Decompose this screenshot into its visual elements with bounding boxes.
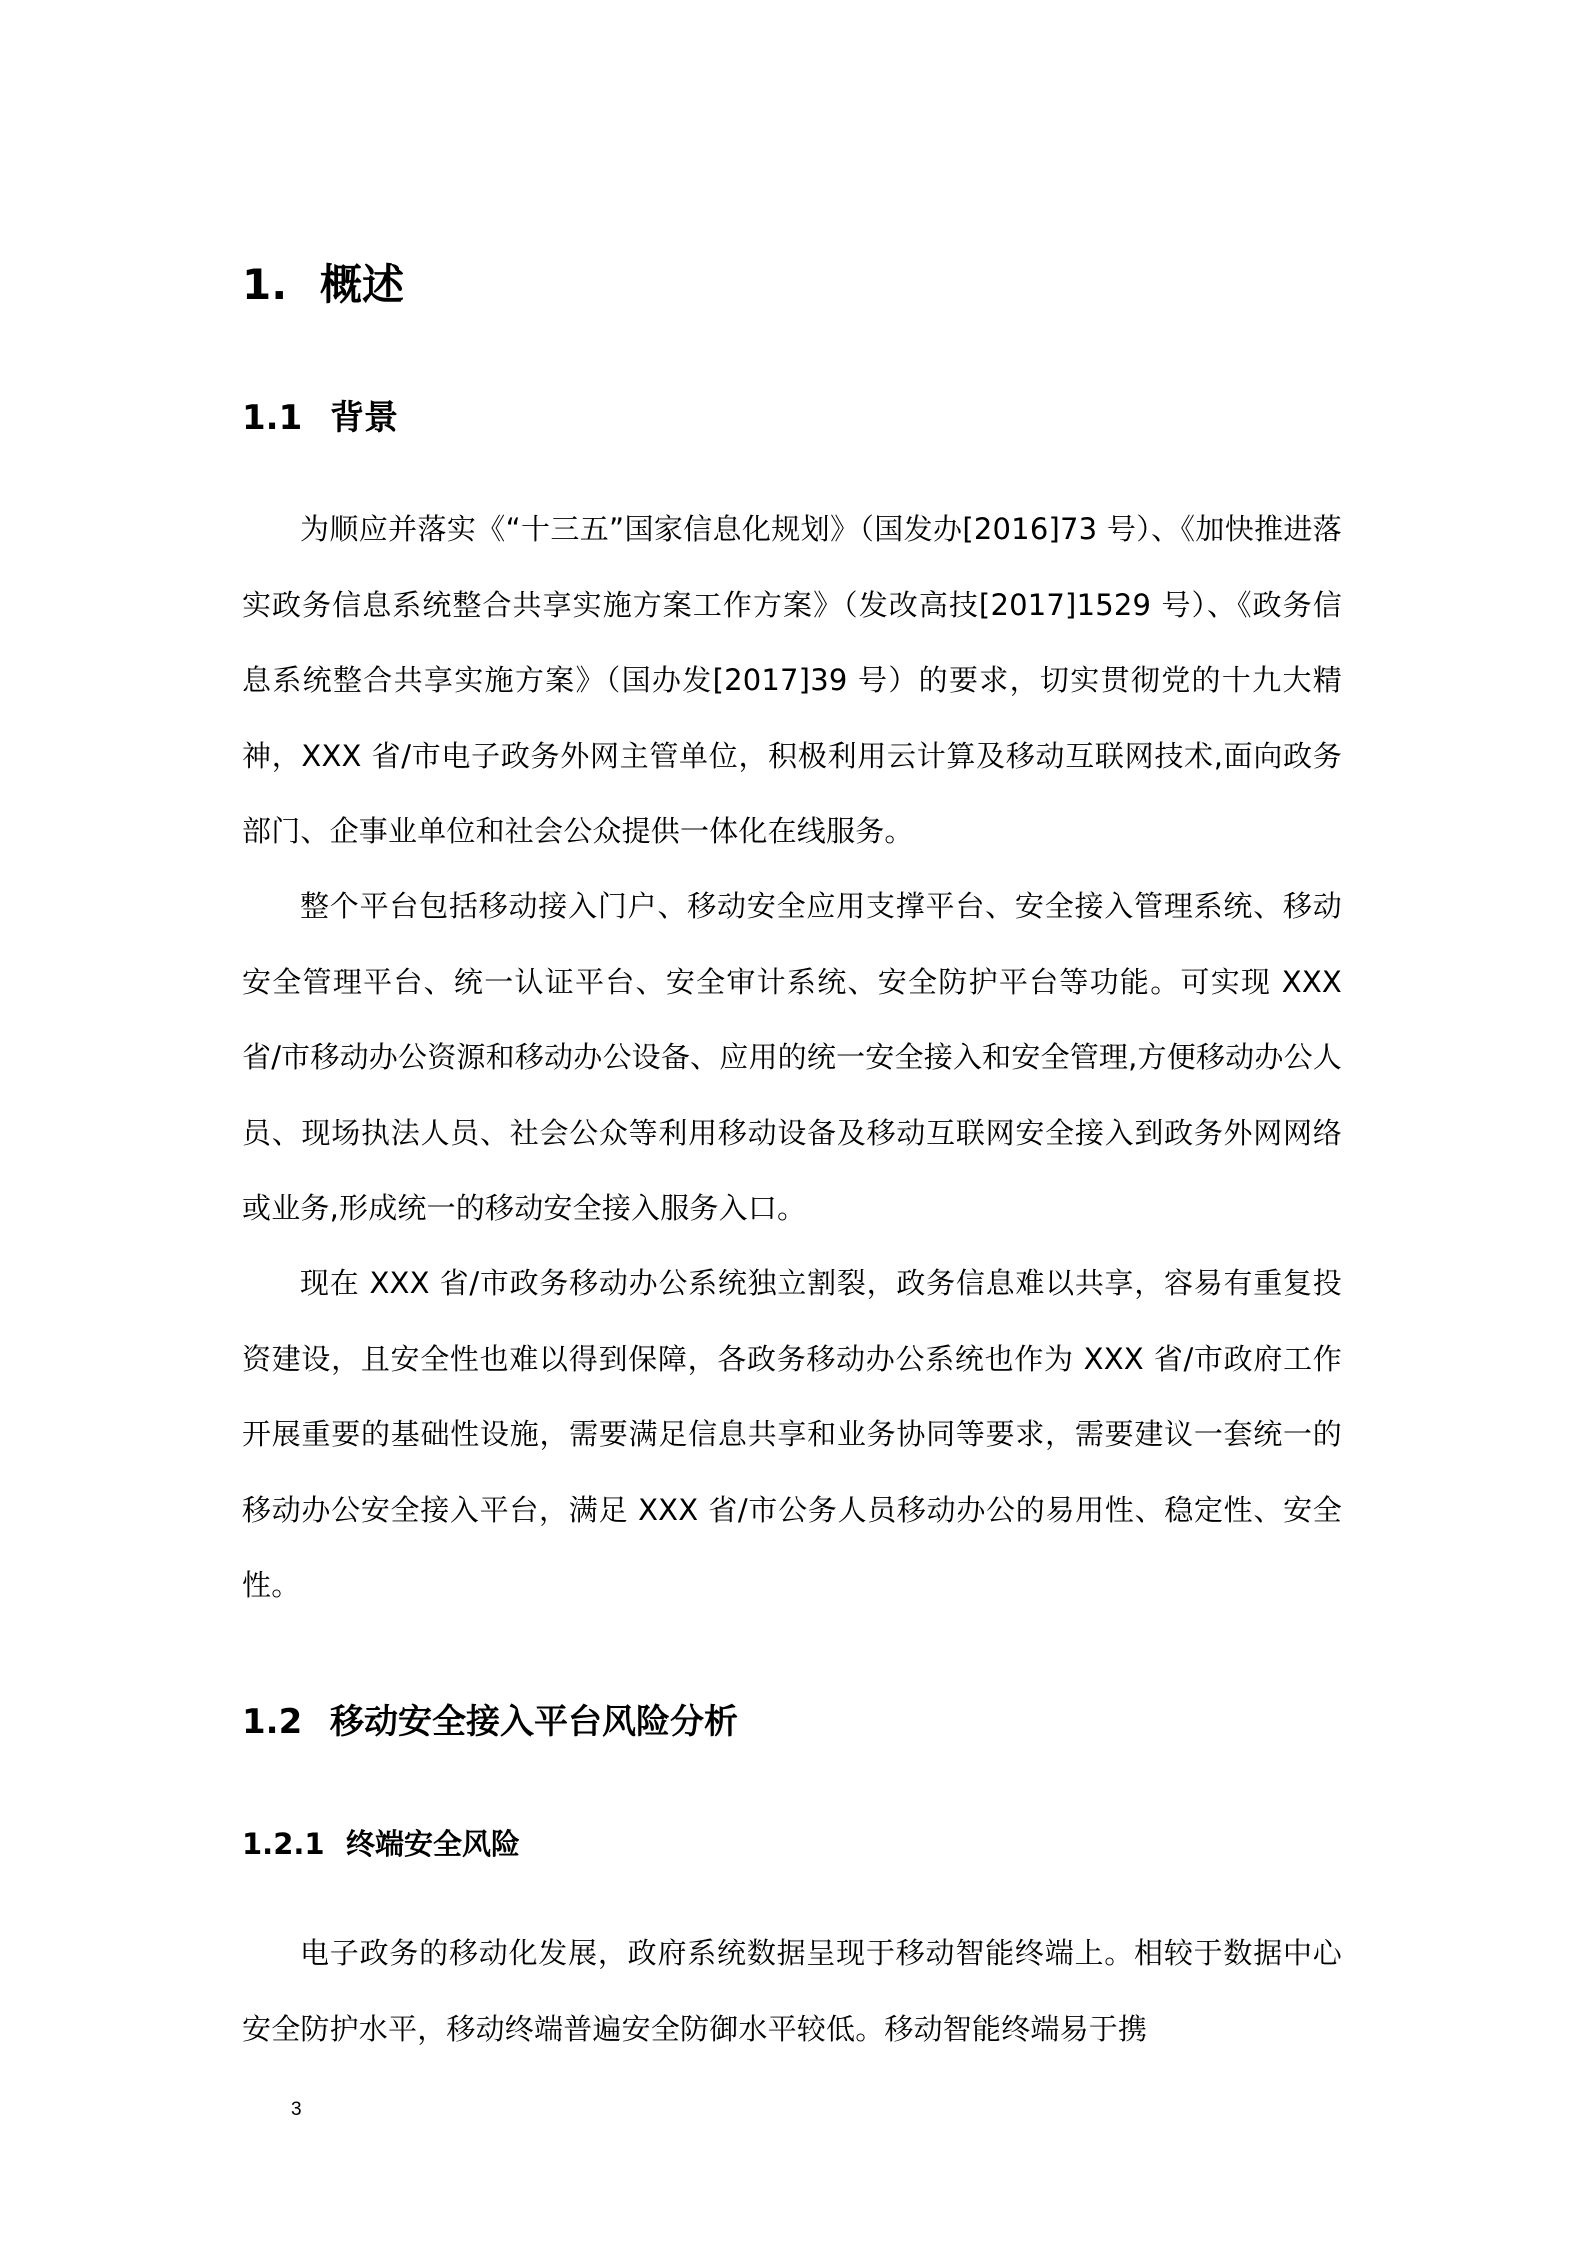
page-number: 3 <box>291 2099 302 2120</box>
heading-number: 1.1 <box>242 398 303 438</box>
heading-section-1-1 <box>242 390 398 439</box>
paragraph-background-2: 整个平台包括移动接入门户、移动安全应用支撑平台、安全接入管理系统、移动安全管理平台、统一认证平台、安全审计系统、安全防护平台等功能。可实现 XXX 省/市移动办公资源和移动办公设备、应用的统一安全接入和安全管理,方便移动办公人员、现场执法人员、社会公众等利用移动设备及移动互联网安全接入到政务外网网络或业务,形成统一的移动安全接入服务入口。 <box>242 889 1342 1225</box>
heading-title: 背景 <box>330 398 398 438</box>
heading-title: 概述 <box>320 260 405 309</box>
heading-section-1-2 <box>242 1694 738 1743</box>
heading-section-1 <box>242 252 404 312</box>
heading-title: 终端安全风险 <box>346 1827 521 1861</box>
paragraph-background-1: 为顺应并落实《“十三五”国家信息化规划》（国发办[2016]73 号）、《加快推进落实政务信息系统整合共享实施方案工作方案》（发改高技[2017]1529 号）、《政务信息系统整合共享实施方案》（国办发[2017]39 号）的要求，切实贯彻党的十九大精神，XXX 省/市电子政务外网主管单位，积极利用云计算及移动互联网技术,面向政务部门、企事业单位和社会公众提供一体化在线服务。 <box>242 512 1342 848</box>
heading-section-1-2-1 <box>242 1822 520 1863</box>
paragraph-background-3: 现在 XXX 省/市政务移动办公系统独立割裂，政务信息难以共享，容易有重复投资建设，且安全性也难以得到保障，各政务移动办公系统也作为 XXX 省/市政府工作开展重要的基础性设施，需要满足信息共享和业务协同等要求，需要建议一套统一的移动办公安全接入平台，满足 XXX 省/市公务人员移动办公的易用性、稳定性、安全性。 <box>242 1266 1342 1602</box>
heading-number: 1.2 <box>242 1702 303 1742</box>
paragraph-terminal-risk: 电子政务的移动化发展，政府系统数据呈现于移动智能终端上。相较于数据中心安全防护水平，移动终端普遍安全防御水平较低。移动智能终端易于携 <box>242 1936 1342 2046</box>
heading-number: 1. <box>242 260 288 309</box>
heading-title: 移动安全接入平台风险分析 <box>330 1702 738 1742</box>
heading-number: 1.2.1 <box>242 1827 325 1861</box>
